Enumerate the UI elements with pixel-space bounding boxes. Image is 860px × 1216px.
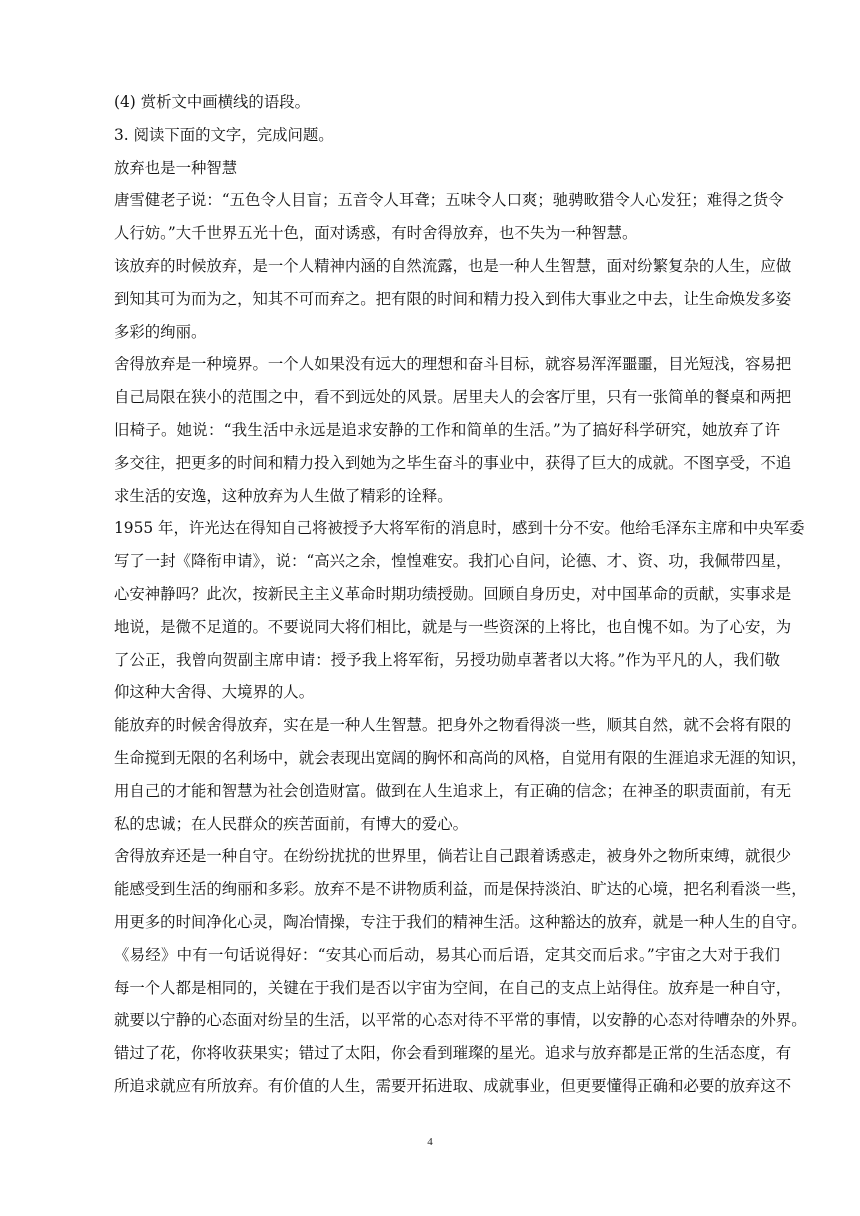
text-line: 错过了花，你将收获果实；错过了太阳，你会看到璀璨的星光。追求与放弃都是正常的生活态度，有	[114, 1044, 792, 1063]
text-line: 就要以宁静的心态面对纷呈的生活，以平常的心态对待不平常的事情，以安静的心态对待嘈杂的外界。	[114, 1011, 807, 1030]
page-number: 4	[427, 1136, 433, 1148]
text-line: 每一个人都是相同的，关键在于我们是否以宇宙为空间，在自己的支点上站得住。放弃是一种自守，	[114, 978, 792, 997]
text-line: 舍得放弃还是一种自守。在纷纷扰扰的世界里，倘若让自己跟着诱惑走，被身外之物所束缚，就很少	[114, 847, 792, 866]
text-line: 求生活的安逸，这种放弃为人生做了精彩的诠释。	[114, 486, 453, 505]
text-line: 用自己的才能和智慧为社会创造财富。做到在人生追求上，有正确的信念；在神圣的职责面前，有无	[114, 781, 792, 800]
text-line: 1955 年，许光达在得知自己将被授予大将军衔的消息时，感到十分不安。他给毛泽东主席和中央军委	[114, 519, 805, 538]
text-line: 到知其可为而为之，知其不可而弃之。把有限的时间和精力投入到伟大事业之中去，让生命焕发多姿	[114, 289, 792, 308]
text-line: 自己局限在狭小的范围之中，看不到远处的风景。居里夫人的会客厅里，只有一张简单的餐桌和两把	[114, 388, 792, 407]
text-line: 多交往，把更多的时间和精力投入到她为之毕生奋斗的事业中，获得了巨大的成就。不图享受，不追	[114, 453, 792, 472]
text-line: 用更多的时间净化心灵，陶冶情操，专注于我们的精神生活。这种豁达的放弃，就是一种人生的自守。	[114, 912, 807, 931]
essay-title: 放弃也是一种智慧	[114, 158, 238, 177]
text-line: 该放弃的时候放弃，是一个人精神内涵的自然流露，也是一种人生智慧，面对纷繁复杂的人生，应做	[114, 256, 792, 275]
text-line: 仰这种大舍得、大境界的人。	[114, 683, 315, 702]
text-line: 《易经》中有一句话说得好：“安其心而后动，易其心而后语，定其交而后求。”宇宙之大对于我们	[114, 945, 780, 964]
text-line: 私的忠诚；在人民群众的疾苦面前，有博大的爱心。	[114, 814, 468, 833]
document-body	[114, 86, 807, 1103]
text-line: 能感受到生活的绚丽和多彩。放弃不是不讲物质利益，而是保持淡泊、旷达的心境，把名利看淡一些，	[114, 880, 807, 899]
text-line: 了公正，我曾向贺副主席申请：授予我上将军衔，另授功勋卓著者以大将。”作为平凡的人，我们敬	[114, 650, 780, 669]
text-line: 能放弃的时候舍得放弃，实在是一种人生智慧。把身外之物看得淡一些，顺其自然，就不会将有限的	[114, 716, 792, 735]
text-line: 写了一封《降衔申请》，说：“高兴之余，惶惶难安。我扪心自问，论德、才、资、功，我佩带四星，	[114, 552, 792, 571]
text-line: 多彩的绚丽。	[114, 322, 207, 341]
text-line: 生命搅到无限的名利场中，就会表现出宽阔的胸怀和高尚的风格，自觉用有限的生涯追求无涯的知识，	[114, 748, 807, 767]
text-line: 所追求就应有所放弃。有价值的人生，需要开拓进取、成就事业，但更要懂得正确和必要的放弃这不	[114, 1076, 792, 1095]
text-line: 旧椅子。她说：“我生活中永远是追求安静的工作和简单的生活。”为了搞好科学研究，她放弃了许	[114, 420, 780, 439]
text-line: 唐雪健老子说：“五色令人目盲；五音令人耳聋；五味令人口爽；驰骋畋猎令人心发狂；难得之货令	[114, 191, 784, 210]
text-line: 心安神静吗？此次，按新民主主义革命时期功绩授勋。回顾自身历史，对中国革命的贡献，实事求是	[114, 584, 792, 603]
question-4-heading: (4) 赏析文中画横线的语段。	[114, 93, 310, 111]
question-3-heading: 3. 阅读下面的文字，完成问题。	[114, 125, 334, 144]
text-line: 人行妨。”大千世界五光十色，面对诱惑，有时舍得放弃，也不失为一种智慧。	[114, 224, 638, 243]
text-line: 地说，是微不足道的。不要说同大将们相比，就是与一些资深的上将比，也自愧不如。为了心安，为	[114, 617, 792, 636]
text-line: 舍得放弃是一种境界。一个人如果没有远大的理想和奋斗目标，就容易浑浑噩噩，目光短浅，容易把	[114, 355, 792, 374]
